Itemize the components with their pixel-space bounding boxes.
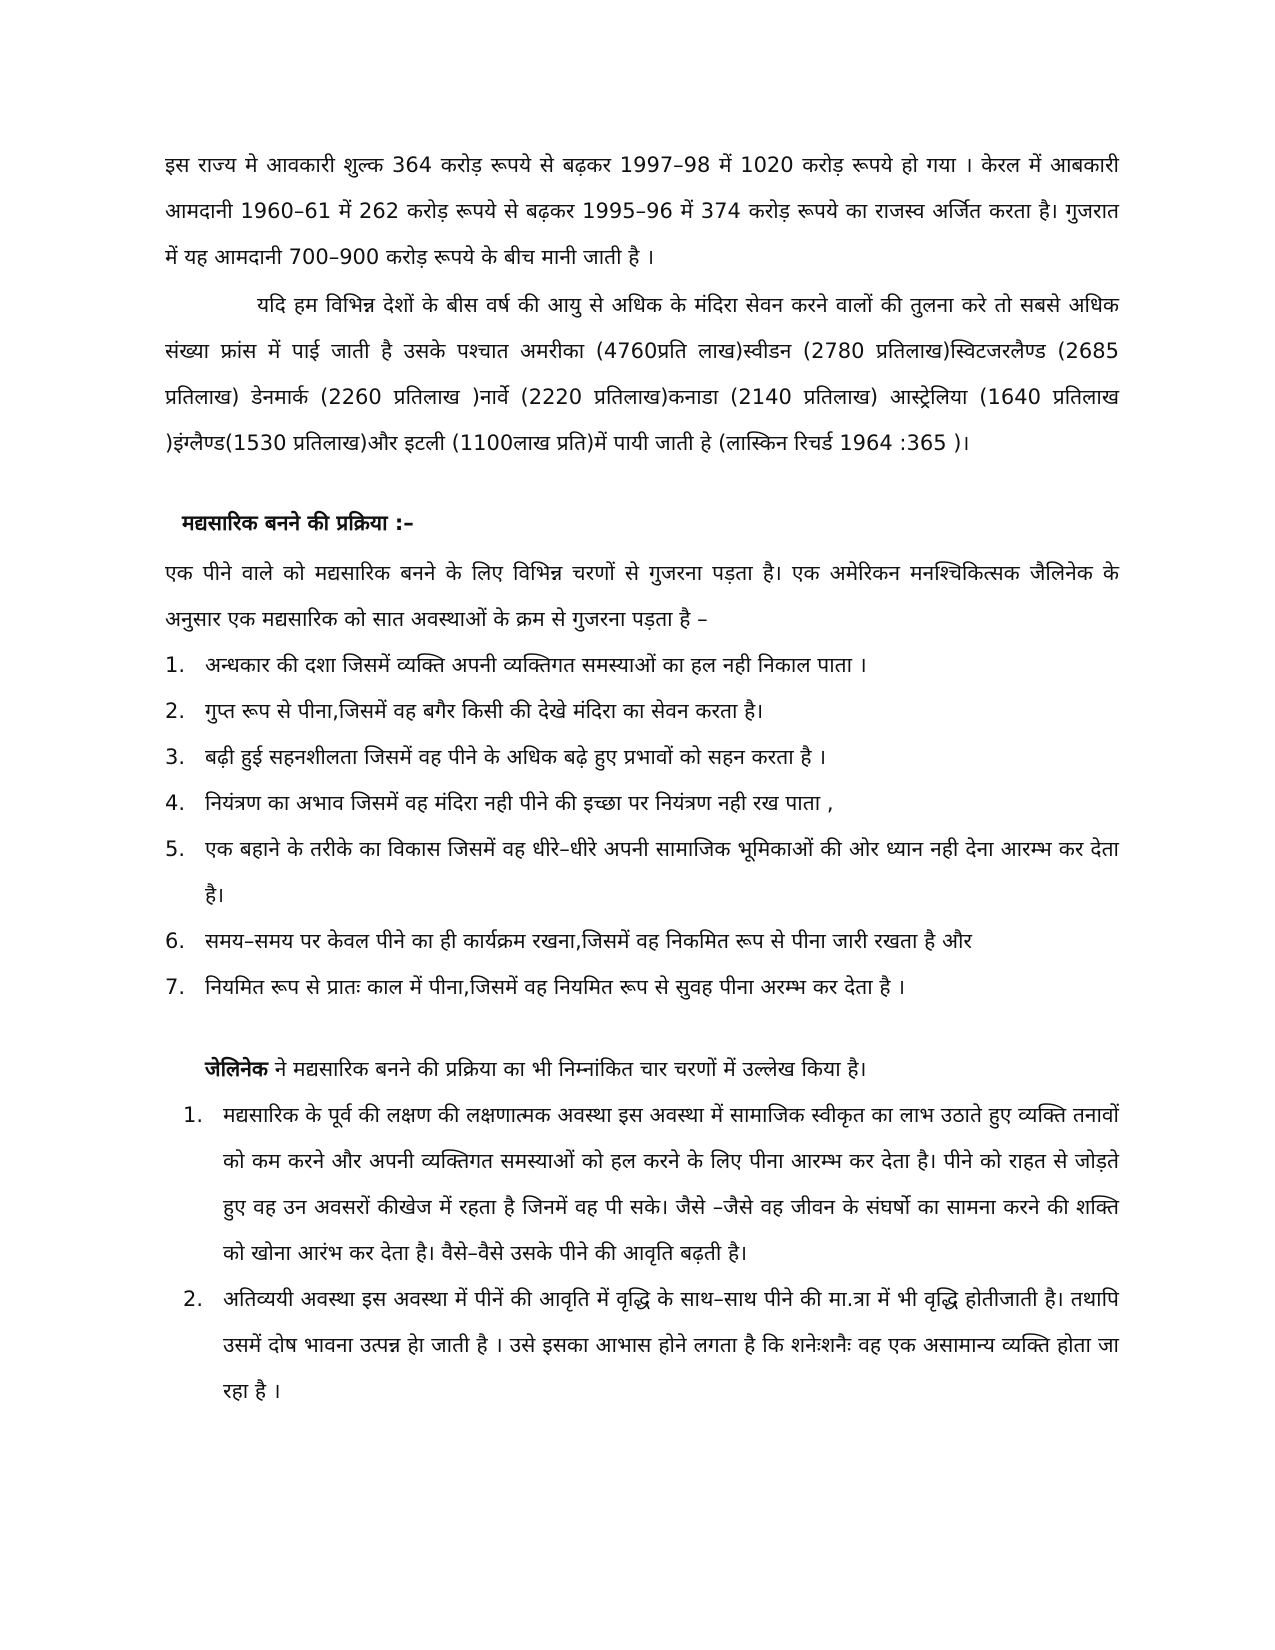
list-item: [165, 964, 1119, 1010]
list-text: एक बहाने के तरीके का विकास जिसमें वह धीरे–धीरे अपनी सामाजिक भूमिकाओं की ओर ध्यान नही देना आरम्भ कर देता है।: [205, 837, 1119, 907]
list-number: 7.: [165, 975, 186, 999]
list-number: 2.: [183, 1287, 204, 1311]
list-text: समय–समय पर केवल पीने का ही कार्यक्रम रखना,जिसमें वह निकमित रूप से पीना जारी रखता है और: [205, 929, 973, 953]
list-item: [165, 918, 1119, 964]
list-text: गुप्त रूप से पीना,जिसमें वह बगैर किसी की देखे मंदिरा का सेवन करता है।: [205, 699, 764, 723]
four-phases-list: [183, 1092, 1119, 1414]
list-item: [183, 1276, 1119, 1414]
paragraph-jellinek: [205, 1046, 1119, 1092]
paragraph-country-comparison: यदि हम विभिन्न देशों के बीस वर्ष की आयु से अधिक के मंदिरा सेवन करने वालों की तुलना करे तो सबसे अधिक संख्या फ्रांस में पाई जाती है उसके पश्चात अमरीका (4760प्रति लाख)स्वीडन (2780 प्रतिलाख)स्विटजरलैण्ड (2685 प्रतिलाख) डेनमार्क (2260 प्रतिलाख )नार्वे (2220 प्रतिलाख)कनाडा (2140 प्रतिलाख) आस्ट्रेलिया (1640 प्रतिलाख )इंग्लैण्ड(1530 प्रतिलाख)और इटली (1100लाख प्रति)में पायी जाती हे (लास्किन रिचर्ड 1964 :365 )।: [165, 293, 1119, 455]
section-heading: मद्यसारिक बनने की प्रक्रिया :–: [182, 511, 414, 535]
list-number: 5.: [165, 837, 186, 861]
list-text: मद्यसारिक के पूर्व की लक्षण की लक्षणात्मक अवस्था इस अवस्था में सामाजिक स्वीकृत का लाभ उठाते हुए व्यक्ति तनावों को कम करने और अपनी व्यक्तिगत समस्याओं को हल करने के लिए पीना आरम्भ कर देता है। पीने को राहत से जोड़ते हुए वह उन अवसरों कीखेज में रहता है जिनमें वह पी सके। जैसे –जैसे वह जीवन के संघर्षो का सामना करने की शक्ति को खोना आरंभ कर देता है। वैसे–वैसे उसके पीने की आवृति बढ़ती है।: [223, 1103, 1119, 1265]
list-text: नियंत्रण का अभाव जिसमें वह मंदिरा नही पीने की इच्छा पर नियंत्रण नही रख पाता ,: [205, 791, 834, 815]
list-text: अतिव्ययी अवस्था इस अवस्था में पीनें की आवृति में वृद्धि के साथ–साथ पीने की मा.त्रा में भी वृद्धि होतीजाती है। तथापि उसमें दोष भावना उत्पन्न हेा जाती है । उसे इसका आभास होने लगता है कि शनेःशनैः वह एक असामान्य व्यक्ति होता जा रहा है ।: [223, 1287, 1119, 1403]
list-item: [183, 1092, 1119, 1276]
list-number: 1.: [165, 653, 186, 677]
list-item: [165, 642, 1119, 688]
list-item: [165, 780, 1119, 826]
list-item: [165, 826, 1119, 918]
list-text: अन्धकार की दशा जिसमें व्यक्ति अपनी व्यक्तिगत समस्याओं का हल नही निकाल पाता ।: [205, 653, 867, 677]
list-number: 6.: [165, 929, 186, 953]
list-number: 4.: [165, 791, 186, 815]
jellinek-name: जेलिनेक: [205, 1057, 269, 1081]
list-text: बढ़ी हुई सहनशीलता जिसमें वह पीने के अधिक बढ़े हुए प्रभावों को सहन करता है ।: [205, 745, 827, 769]
paragraph-intro-stages: एक पीने वाले को मद्यसारिक बनने के लिए विभिन्न चरणों से गुजरना पड़ता है। एक अमेरिकन मनश्चिकित्सक जैलिनेक के अनुसार एक मद्यसारिक को सात अवस्थाओं के क्रम से गुजरना पड़ता है –: [165, 561, 1119, 631]
list-item: [165, 734, 1119, 780]
jellinek-text: ने मद्यसारिक बनने की प्रक्रिया का भी निम्नांकित चार चरणों में उल्लेख किया है।: [268, 1057, 867, 1081]
list-number: 3.: [165, 745, 186, 769]
paragraph-excise-revenue: इस राज्य मे आवकारी शुल्क 364 करोड़ रूपये से बढ़कर 1997–98 में 1020 करोड़ रूपये हो गया । केरल में आबकारी आमदानी 1960–61 में 262 करोड़ रूपये से बढ़कर 1995–96 में 374 करोड़ रूपये का राजस्व अर्जित करता है। गुजरात में यह आमदानी 700–900 करोड़ रूपये के बीच मानी जाती है ।: [165, 153, 1119, 269]
list-number: 1.: [183, 1103, 204, 1127]
list-item: [165, 688, 1119, 734]
seven-stages-list: [165, 642, 1119, 1010]
list-text: नियमित रूप से प्रातः काल में पीना,जिसमें वह नियमित रूप से सुवह पीना अरम्भ कर देता है ।: [205, 975, 906, 999]
list-number: 2.: [165, 699, 186, 723]
